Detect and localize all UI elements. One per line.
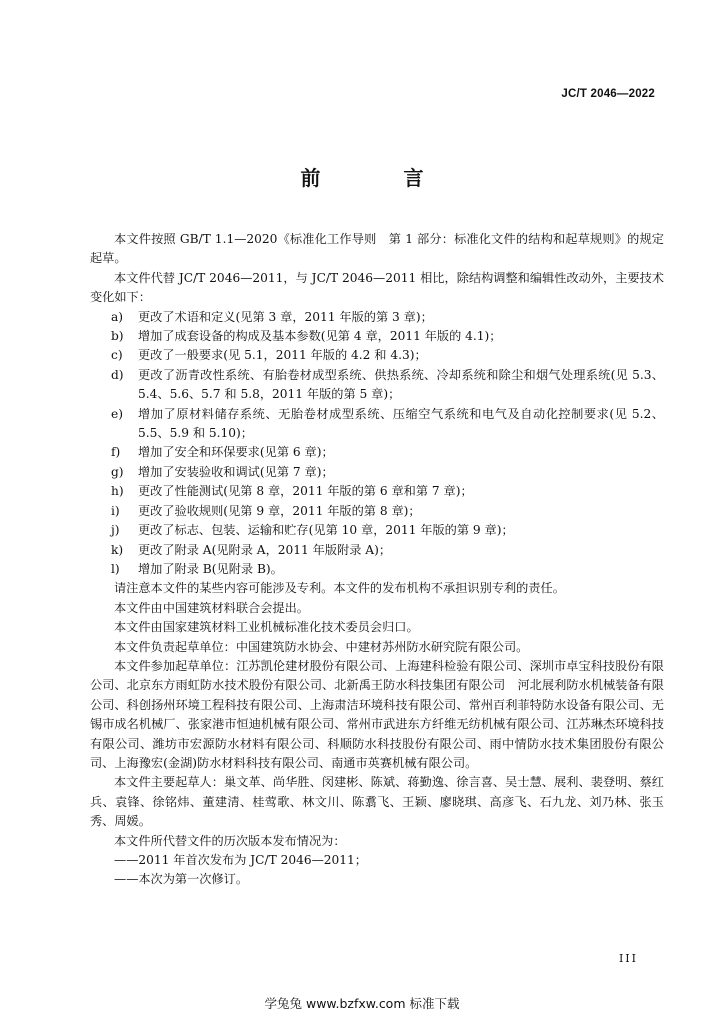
list-item xyxy=(90,482,664,501)
list-item-text: 增加了成套设备的构成及基本参数(见第 4 章，2011 年版的 4.1)； xyxy=(138,329,502,344)
page-title: 前 言 xyxy=(300,166,462,190)
list-item-text: 更改了附录 A(见附录 A，2011 年版附录 A)； xyxy=(138,542,392,557)
list-marker: f) xyxy=(111,445,121,460)
patent-notice: 请注意本文件的某些内容可能涉及专利。本文件的发布机构不承担识别专利的责任。 xyxy=(114,581,565,596)
list-item-text: 更改了沥青改性系统、有胎卷材成型系统、供热系统、冷却系统和除尘和烟气处理系统(见 5.3、5.4、5.6、5.7 和 5.8，2011 年版的第 5 章)； xyxy=(138,367,664,402)
list-marker: j) xyxy=(111,523,120,538)
list-item xyxy=(90,327,664,346)
list-marker: b) xyxy=(111,329,124,344)
list-item xyxy=(90,541,664,560)
list-item-text: 增加了安全和环保要求(见第 6 章)； xyxy=(138,445,334,460)
list-item xyxy=(90,502,664,521)
list-item xyxy=(90,560,664,579)
standard-code: JC/T 2046—2022 xyxy=(561,88,655,100)
page-number: III xyxy=(618,952,638,965)
list-item xyxy=(90,521,664,540)
list-marker: l) xyxy=(111,561,120,576)
participating-drafters-paragraph: 本文件参加起草单位：江苏凯伦建材股份有限公司、上海建科检验有限公司、深圳市卓宝科技股份有限公司、北京东方雨虹防水技术股份有限公司、北新禹王防水科技集团有限公司 河北展利防水机械装备有限公司、科创扬州环境工程科技有限公司、上海肃洁环境科技有限公司、常州百利菲特防水设备有限公司、无锡市成名机械厂、张家港市恒迪机械有限公司、常州市武进东方纤维无纺机械有限公司、江苏琳杰环境科技有限公司、潍坊市宏源防水材料有限公司、科顺防水科技股份有限公司、雨中情防水技术集团股份有限公司、上海豫宏(金湖)防水材料科技有限公司、南通市英赛机械有限公司。 xyxy=(90,658,664,770)
list-item-text: 更改了标志、包装、运输和贮存(见第 10 章，2011 年版的第 9 章)； xyxy=(138,523,514,538)
intro-paragraph: 本文件代替 JC/T 2046—2011，与 JC/T 2046—2011 相比，除结构调整和编辑性改动外，主要技术变化如下： xyxy=(90,270,664,305)
list-item xyxy=(90,405,664,444)
technical-changes-list xyxy=(90,308,664,580)
list-item xyxy=(90,443,664,462)
list-item xyxy=(90,346,664,365)
list-item-text: 更改了验收规则(见第 9 章，2011 年版的第 8 章)； xyxy=(138,503,421,518)
list-item-text: 增加了附录 B(见附录 B)。 xyxy=(138,561,283,576)
list-item-text: 增加了安装验收和调试(见第 7 章)； xyxy=(138,464,334,479)
list-marker: h) xyxy=(111,484,124,499)
list-item-text: 更改了一般要求(见 5.1，2011 年版的 4.2 和 4.3)； xyxy=(138,348,427,363)
list-item-text: 增加了原材料储存系统、无胎卷材成型系统、压缩空气系统和电气及自动化控制要求(见 5.2、5.5、5.9 和 5.10)； xyxy=(138,406,664,441)
list-marker: i) xyxy=(111,503,120,518)
main-drafters-paragraph: 本文件主要起草人：巢文革、尚华胜、闵建彬、陈斌、蒋勤逸、徐言喜、吴士慧、展利、裴登明、蔡红兵、袁锋、徐铭炜、董建清、桂莺歌、林文川、陈翥飞、王颖、廖晓琪、高彦飞、石九龙、刘乃林、张玉秀、周媛。 xyxy=(90,775,664,829)
list-marker: k) xyxy=(111,542,124,557)
history-intro-paragraph: 本文件所代替文件的历次版本发布情况为： xyxy=(114,833,346,848)
intro-paragraph: 本文件按照 GB/T 1.1—2020《标准化工作导则 第 1 部分：标准化文件的结构和起草规则》的规定起草。 xyxy=(90,232,664,266)
list-item xyxy=(90,463,664,482)
list-marker: a) xyxy=(111,309,124,324)
committee-paragraph: 本文件由国家建筑材料工业机械标准化技术委员会归口。 xyxy=(114,620,419,635)
list-item-text: 更改了性能测试(见第 8 章，2011 年版的第 6 章和第 7 章)； xyxy=(138,484,473,499)
list-marker: d) xyxy=(111,367,124,382)
list-item xyxy=(90,308,664,327)
list-marker: g) xyxy=(111,464,124,479)
list-marker: c) xyxy=(111,348,123,363)
footer-watermark: 学兔兔 www.bzfxw.com 标准下载 xyxy=(264,996,460,1011)
history-item: ——本次为第一次修订。 xyxy=(114,872,249,887)
list-item-text: 更改了术语和定义(见第 3 章，2011 年版的第 3 章)； xyxy=(138,309,433,324)
proposer-paragraph: 本文件由中国建筑材料联合会提出。 xyxy=(114,600,309,615)
list-item xyxy=(90,366,664,405)
history-item: ——2011 年首次发布为 JC/T 2046—2011； xyxy=(114,853,367,867)
lead-drafters-paragraph: 本文件负责起草单位：中国建筑防水协会、中建材苏州防水研究院有限公司。 xyxy=(114,639,529,654)
foreword-body xyxy=(90,230,664,890)
list-marker: e) xyxy=(111,406,123,421)
